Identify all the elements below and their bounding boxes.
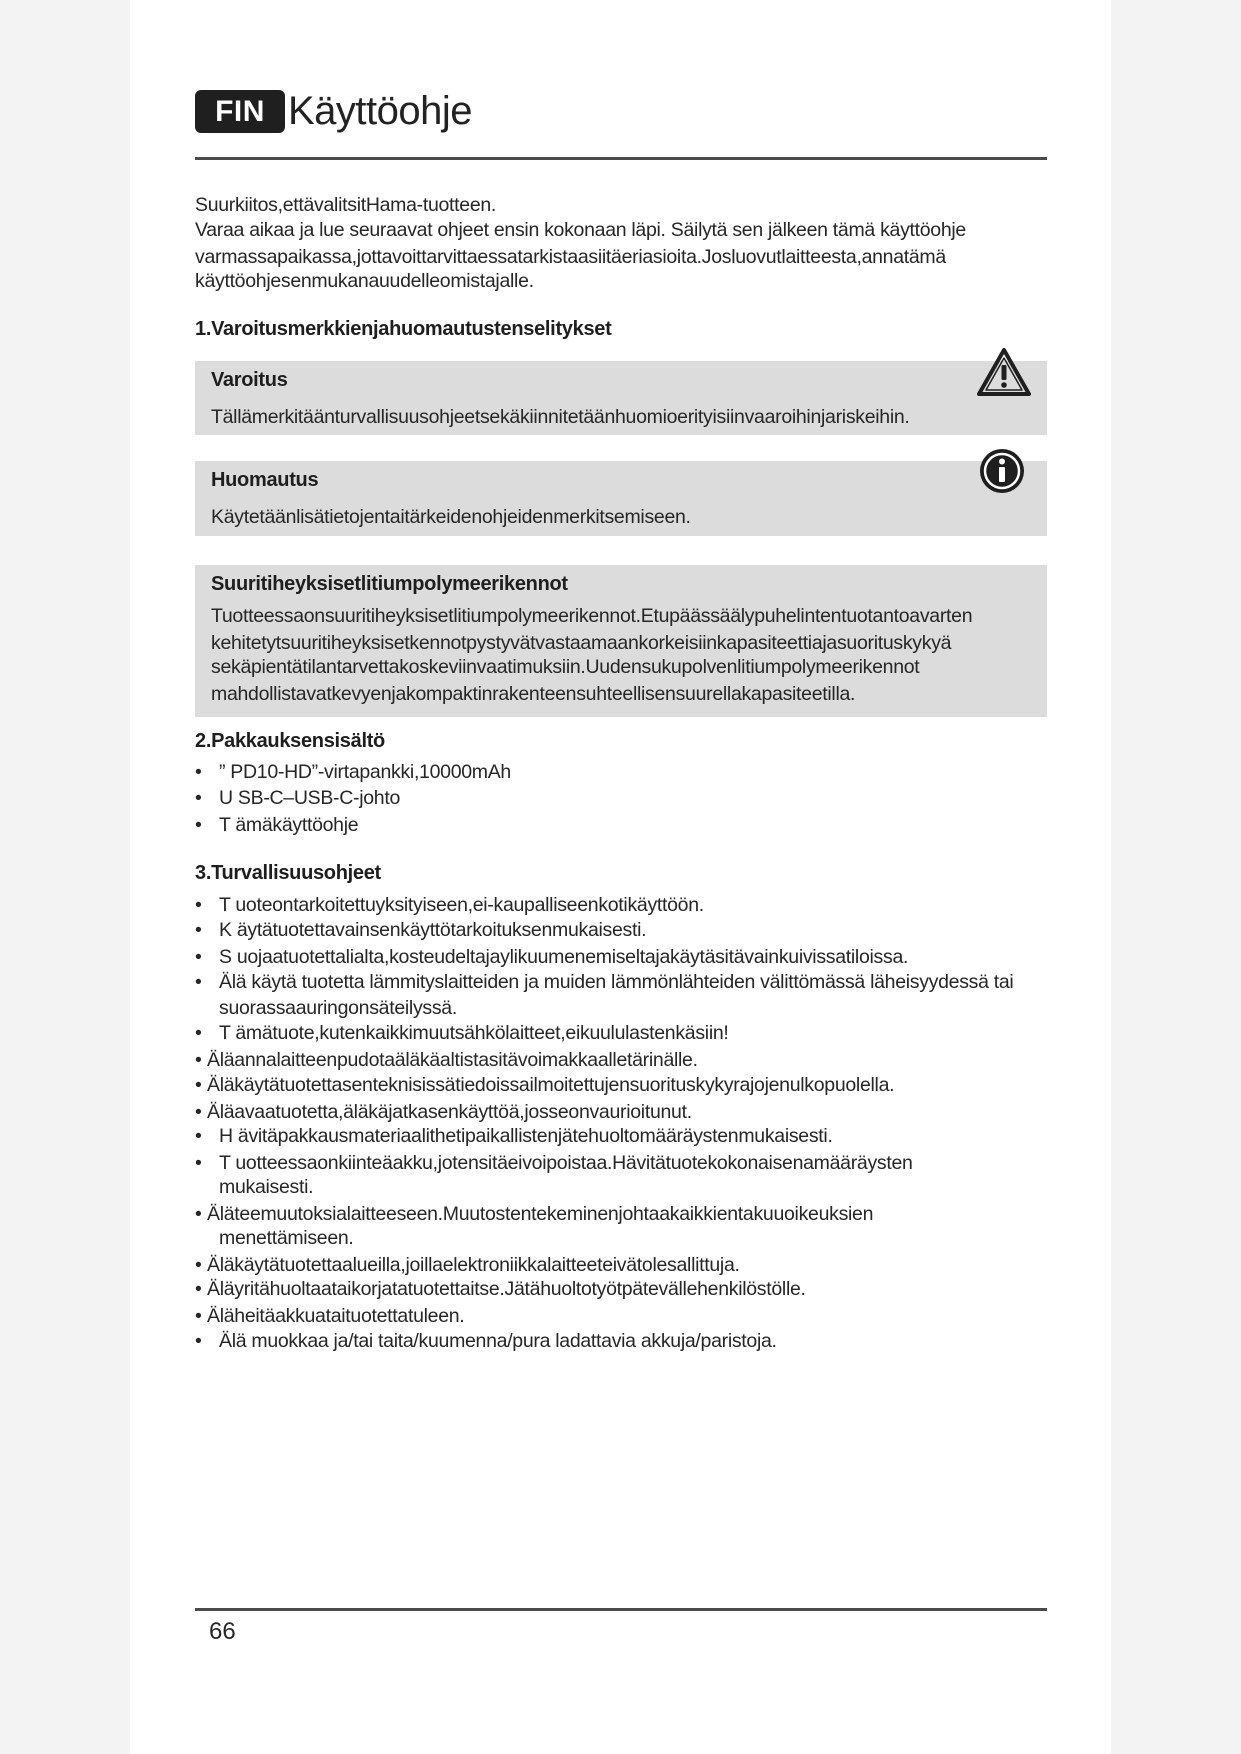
- list-item: • Älä muokkaa ja/tai taita/kuumenna/pura ladattavia akkuja/paristoja.: [195, 1330, 777, 1352]
- page-number: 66: [209, 1618, 236, 1645]
- bullet: •: [195, 1254, 202, 1276]
- bullet: •: [195, 761, 202, 783]
- list-item-continuation: menettämiseen.: [219, 1227, 354, 1249]
- bullet: •: [195, 1101, 202, 1123]
- bullet: •: [195, 1074, 202, 1096]
- list-item: • Äläheitäakkuataituotettatuleen.: [195, 1305, 465, 1327]
- bullet: •: [195, 1049, 202, 1071]
- bullet: •: [195, 1278, 202, 1300]
- note-title: Huomautus: [211, 469, 319, 491]
- bullet: •: [195, 814, 202, 836]
- list-item: • T ämäkäyttöohje: [195, 814, 359, 836]
- intro-line: käyttöohjesenmukanauudelleomistajalle.: [195, 270, 534, 292]
- list-item: • S uojaatuotettalialta,kosteudeltajaylikuumenemiseltajakäytäsitävainkuivissatiloissa.: [195, 946, 909, 968]
- note-text: Käytetäänlisätietojentaitärkeidenohjeidenmerkitsemiseen.: [211, 506, 691, 528]
- battery-info-box: [195, 565, 1047, 717]
- footer-rule: [195, 1608, 1047, 1611]
- bullet: •: [195, 787, 202, 809]
- bullet: •: [195, 1330, 202, 1352]
- list-item-continuation: suorassaauringonsäteilyssä.: [219, 997, 457, 1019]
- list-item: • Äläannalaitteenpudotaäläkäaltistasitävoimakkaalletärinälle.: [195, 1049, 698, 1071]
- bullet: •: [195, 1022, 202, 1044]
- list-item: • T uoteontarkoitettuyksityiseen,ei-kaupalliseenkotikäyttöön.: [195, 894, 704, 916]
- warning-box: [195, 361, 1047, 435]
- note-box: [195, 461, 1047, 536]
- battery-title: Suuritiheyksisetlitiumpolymeerikennot: [211, 573, 568, 595]
- list-item: • Äläavaatuotetta,äläkäjatkasenkäyttöä,josseonvaurioitunut.: [195, 1101, 692, 1123]
- battery-text-line: mahdollistavatkevyenjakompaktinrakenteensuhteellisensuurellakapasiteetilla.: [211, 683, 856, 705]
- list-item: • H ävitäpakkausmateriaalithetipaikallistenjätehuoltomääräystenmukaisesti.: [195, 1125, 833, 1147]
- list-item: • K äytätuotettavainsenkäyttötarkoituksenmukaisesti.: [195, 919, 647, 941]
- list-item: • Äläyritähuoltaataikorjatatuotettaitse.Jätähuoltotyötpätevällehenkilöstölle.: [195, 1278, 806, 1300]
- header-rule: [195, 157, 1047, 160]
- list-item: • T ämätuote,kutenkaikkimuutsähkölaitteet,eikuululastenkäsiin!: [195, 1022, 729, 1044]
- battery-text-line: Tuotteessaonsuuritiheyksisetlitiumpolymeerikennot.Etupäässäälypuhelintentuotantoavarten: [211, 605, 973, 627]
- bullet: •: [195, 1305, 202, 1327]
- list-item: • Äläkäytätuotettasenteknisissätiedoissailmoitettujensuorituskykyrajojenulkopuolella.: [195, 1074, 895, 1096]
- list-item-continuation: mukaisesti.: [219, 1176, 314, 1198]
- list-item: • Äläteemuutoksialaitteeseen.Muutostentekeminenjohtaakaikkientakuuoikeuksien: [195, 1203, 874, 1225]
- bullet: •: [195, 971, 202, 993]
- bullet: •: [195, 1152, 202, 1174]
- section-2-heading: 2.Pakkauksensisältö: [195, 730, 385, 752]
- list-item: • Äläkäytätuotettaalueilla,joillaelektroniikkalaitteeteivätolesallittuja.: [195, 1254, 740, 1276]
- bullet: •: [195, 1203, 202, 1225]
- battery-text-line: kehitetytsuuritiheyksisetkennotpystyvätvastaamaankorkeisiinkapasiteettiajasuorituskykyä: [211, 632, 952, 654]
- list-item: • T uotteessaonkiinteäakku,jotensitäeivoipoistaa.Hävitätuotekokonaisenamääräysten: [195, 1152, 913, 1174]
- info-icon: [978, 447, 1026, 495]
- bullet: •: [195, 1125, 202, 1147]
- list-item: • Älä käytä tuotetta lämmityslaitteiden ja muiden lämmönlähteiden välittömässä läheisyydessä tai: [195, 971, 1014, 993]
- warning-text: Tällämerkitäänturvallisuusohjeetsekäkiinnitetäänhuomioerityisiinvaaroihinjariskeihin.: [211, 406, 910, 428]
- battery-text-line: sekäpientätilantarvettakoskeviinvaatimuksiin.Uudensukupolvenlitiumpolymeerikennot: [211, 656, 920, 678]
- intro-line: Varaa aikaa ja lue seuraavat ohjeet ensin kokonaan läpi. Säilytä sen jälkeen tämä käyttöohje: [195, 219, 966, 241]
- intro-line: Suurkiitos,ettävalitsitHama-tuotteen.: [195, 194, 497, 216]
- bullet: •: [195, 946, 202, 968]
- intro-line: varmassapaikassa,jottavoittarvittaessatarkistaasiitäeriasioita.Josluovutlaitteesta,annatämä: [195, 246, 946, 268]
- bullet: •: [195, 919, 202, 941]
- list-item: • ” PD10-HD”-virtapankki,10000mAh: [195, 761, 511, 783]
- bullet: •: [195, 894, 202, 916]
- warning-title: Varoitus: [211, 369, 288, 391]
- list-item: • U SB-C–USB-C-johto: [195, 787, 400, 809]
- page-title: Käyttöohje: [288, 89, 473, 133]
- section-3-heading: 3.Turvallisuusohjeet: [195, 862, 381, 884]
- warning-triangle-icon: [976, 347, 1032, 397]
- language-badge: FIN: [195, 90, 285, 133]
- section-1-heading: 1.Varoitusmerkkienjahuomautustenselitykset: [195, 318, 612, 340]
